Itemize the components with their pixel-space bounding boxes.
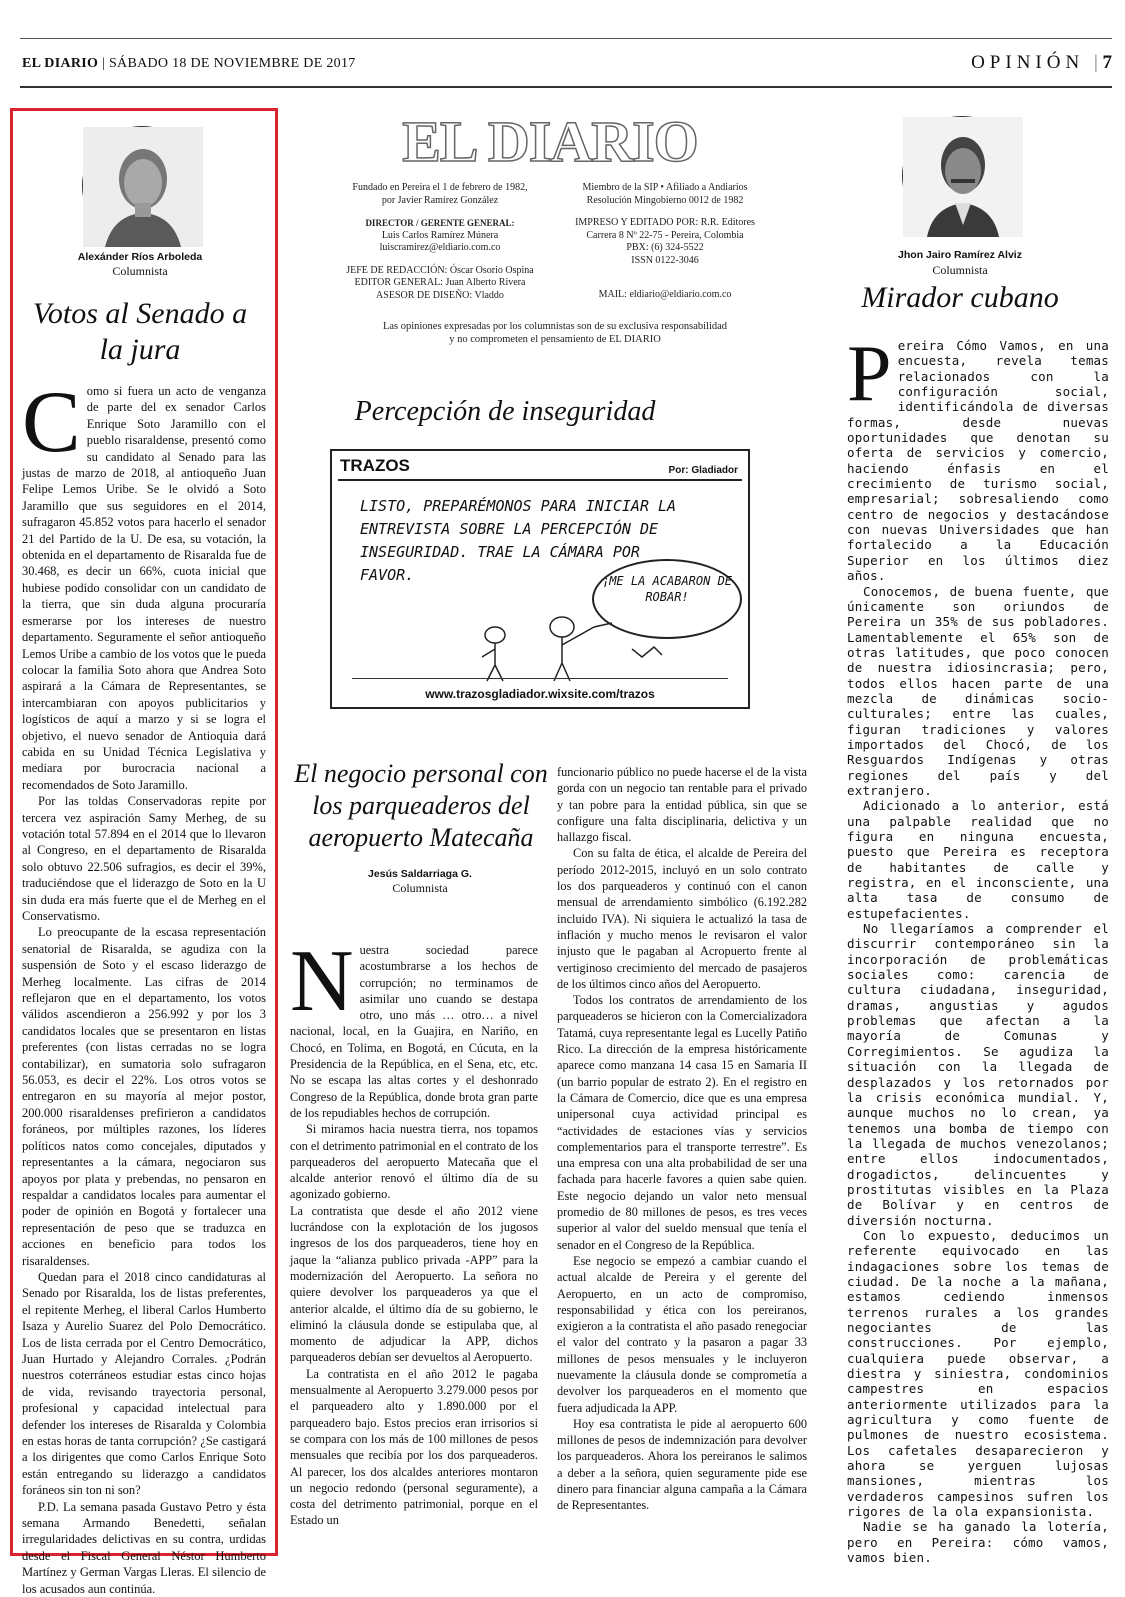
- paragraph: Conocemos, de buena fuente, que únicamente son oriundos de Pereira un 35% de sus pobladores. Lamentablemente el 65% son de otras latitudes, que poco conocen de nuestra idiosincrasia; pero, todos ellos hacen parte de una mezcla de dinámicas socio-culturales; entre las cuales, figuran tradiciones y valores importados del Chocó, de los Resguardos Indígenas y otras regiones del país y del extranjero.: [847, 583, 1109, 798]
- cartoon-figures: [332, 451, 752, 711]
- paragraph: P.D. La semana pasada Gustavo Petro y ésta semana Armando Benedetti, señalan irregularidades delictivas en su contra, urdidas desde el Fiscal General Néstor Humberto Martínez y German Vargas Lleras. El silencio de los acusados aun continúa.: [22, 1499, 266, 1596]
- header-right: [971, 52, 1112, 74]
- paragraph: Con lo expuesto, deducimos un referente equivocado en las indagaciones sobre los temas de ciudad. De la noche a la mañana, estamos cediendo inmensos terrenos rurales a los grandes negociantes de las construcciones. Por ejemplo, cualquiera puede observar, a diestra y siniestra, condominios campestres en espacios anteriormente utilizados para la agricultura y como fuente de pulmones de nuestro ecosistema. Los cafetales desaparecieron y ahora se yerguen lujosas mansiones, mientras los verdaderos campesinos sufren los rigores de la ola expansionista.: [847, 1227, 1109, 1520]
- page-number: 7: [1102, 52, 1112, 73]
- disclaimer-line-1: Las opiniones expresadas por los columnistas son de su exclusiva responsabilidad: [382, 321, 728, 332]
- author-name-right: Jhon Jairo Ramírez Alviz: [898, 249, 1022, 261]
- author-role-center: Columnista: [392, 881, 448, 895]
- strip-speech: LISTO, PREPARÉMONOS PARA INICIAR LA ENTREVISTA SOBRE LA PERCEPCIÓN DE INSEGURIDAD. TRAE LA CÁMARA POR FAVOR.: [360, 497, 677, 584]
- paragraph: La contratista en el año 2012 le pagaba mensualmente al Aeropuerto 3.279.000 pesos por el parqueadero alto y 1.890.000 por el parqueadero bajo. Estos precios eran irrisorios si se compara con los más de 100 millones de pesos mensuales que recibía por los dos parqueaderos. Al parecer, los dos alcaldes anteriores montaron un negocio redondo (personal seguramente), a costa del detrimento patrimonial, porque en el Estado un: [290, 1366, 538, 1528]
- paragraph: Lo preocupante de la escasa representación senatorial de Risaralda, se agudiza con la suspensión de Soto y el escaso liderazgo de Merheg localmente. Las cifras de 2014 reflejaron que en el departamento, los votos válidos ascendieron a 256.992 y por los 3 candidatos locales que se presentaron en listas preferentes (con listas cerradas no se logra contabilizar), en sumatoria solo sufragaron 56.053, es decir el 22%. Los otros votos se entregaron en su mayoría al mejor postor, 200.000 risaraldenses prefirieron a candidatos foráneos, por múltiples razones, los líderes políticos natos como concejales, diputados y representantes a la cámara, negociaron sus apoyos por plata y prebendas, no pensaron en respaldar a candidatos locales para aumentar el poder de opinión en Bogotá y fortalecer una representación de peso que se traduzca en acciones en beneficio para todos los risaraldenses.: [22, 925, 266, 1268]
- issn: ISSN 0122-3046: [631, 254, 699, 266]
- section-name: OPINIÓN: [971, 52, 1085, 73]
- mail-address[interactable]: MAIL: eldiario@eldiario.com.co: [598, 289, 732, 300]
- paragraph: Con su falta de ética, el alcalde de Pereira del período 2012-2015, incluyó en un solo contrato los dos parqueaderos y continuó con el canon mensual de arrendamiento simbólico (6.192.282 incluido IVA). Ni siquiera le actualizó la tasa de inflación y mucho menos le revisaron el valor injusto que le pagaban al Acropuerto frente al vertiginoso crecimiento del mercado de pasajeros de los últimos cinco años del Aeropuerto.: [557, 846, 807, 991]
- disclaimer-line-2: y no comprometen el pensamiento de EL DIARIO: [449, 333, 661, 345]
- strip-url[interactable]: www.trazosgladiador.wixsite.com/trazos: [425, 687, 655, 701]
- author-portrait-right: [902, 116, 1022, 236]
- header-separator: |: [102, 56, 109, 71]
- paragraph: Hoy esa contratista le pide al aeropuerto 600 millones de pesos de indemnización para devolver los parqueaderos. Ahora los pereiranos le salimos a deber a la señora, quien seguramente pide ese dinero para financiar alguna campaña a la Cámara de Representantes.: [557, 1416, 807, 1513]
- jefe-redaccion: JEFE DE REDACCIÓN: Óscar Osorio Ospina: [346, 264, 534, 276]
- paragraph: Pereira Cómo Vamos, en una encuesta, revela temas relacionados con la configuración social, identificándola de diversas formas, desde nuevas oportunidades que denotan su oferta de servicios y comercio, haciendo énfasis en el crecimiento de turismo social, empresarial; sobresaliendo como centro de negocios y destacándose con nuevas Universidades que han fortalecido a la Educación Superior en los últimos diez años.: [847, 330, 1109, 584]
- paragraph: funcionario público no puede hacerse el de la vista gorda con un negocio tan rentable para el privado y tan pobre para la entidad pública, sin que se configure una falta disciplinaria, delictiva y un hallazgo fiscal.: [557, 765, 807, 845]
- header-rule: [20, 86, 1112, 88]
- cartoon-title: Percepción de inseguridad: [354, 396, 656, 427]
- disclaimer: [350, 321, 760, 346]
- address: Carrera 8 Nº 22-75 - Pereira, Colombia: [586, 229, 744, 241]
- masthead-info-right: [560, 182, 770, 302]
- cartoon-strip: [330, 449, 750, 709]
- editor-general: EDITOR GENERAL: Juan Alberto Rivera: [354, 277, 526, 288]
- paragraph: No llegaríamos a comprender el discurrir contemporáneo sin la incorporación de problemáticas sociales como: carencia de cultura ciudadana, inseguridad, dramas, angustias y agudos problemas que afectan a la mayoría de Comunas y Corregimientos. Se agudiza la situación con la llegada de desplazados y los retornados por la crisis económica mundial. Y, aunque muchos no lo crean, ya tenemos una bomba de tiempo con la llegada de muchos venezolanos; entre ellos indocumentados, drogadictos, delincuentes y prostitutas visibles en la Plaza de Bolívar y en centros de diversión nocturna.: [847, 921, 1109, 1228]
- speech-bubble: ¡ME LA ACABARON DE ROBAR!: [592, 559, 742, 639]
- paragraph: La contratista que desde el año 2012 viene lucrándose con la explotación de los jugosos ingresos de los dos parqueaderos, tiene hoy en jaque la “alianza publico privada -APP” para la modernización del Aeropuerto. La señora no quiere devolver los parqueaderos ya que el anterior alcalde, el último día de su gobierno, le eliminó la cláusula donde se estipulaba que, al momento de adjudicar la APP, dichos parqueaderos debían ser devueltos al Aeropuerto.: [290, 1203, 538, 1365]
- author-role-left: Columnista: [112, 264, 168, 278]
- portrait-photo-right: [903, 117, 1023, 237]
- impreso-label: IMPRESO Y EDITADO POR: R.R. Editores: [575, 217, 755, 228]
- column-body-right: [847, 330, 1109, 1566]
- strip-ground: [352, 678, 728, 679]
- strip-name: TRAZOS: [340, 456, 410, 475]
- column-body-left: [22, 374, 266, 1596]
- pbx: PBX: (6) 324-5522: [626, 242, 704, 253]
- issue-date: SÁBADO 18 DE NOVIEMBRE DE 2017: [108, 56, 356, 71]
- paragraph: Si miramos hacia nuestra tierra, nos topamos con el detrimento patrimonial en el contrato de los parqueaderos del aeropuerto Matecaña que el alcalde anterior renovó el último día de su agonizado gobierno.: [290, 1122, 538, 1202]
- paragraph: Quedan para el 2018 cinco candidaturas al Senado por Risaralda, los de listas preferentes, el repitente Merheg, el liberal Carlos Humberto Isaza y Aurelio Suarez del Polo Democrático. Los de lista cerrada por el Centro Democrático, Juan Hurtado y Alejandro Corrales. ¿Podrán nuestros coterráneos estudiar estas cinco hojas de vida, revisando trayectoria personal, profesional y capacidad intelectual para defender los intereses de Risaralda y Colombia en estas horas de tanta corrupción? ¿Se castigará a los dirigentes que como Carlos Enrique Soto están entregando su liderazgo a candidatos foráneos sin ton ni son?: [22, 1269, 266, 1498]
- article-title-center: El negocio personal con los parqueaderos del aeropuerto Matecaña: [294, 759, 548, 852]
- paragraph: Como si fuera un acto de venganza de parte del ex senador Carlos Enrique Soto Jaramillo con el pueblo risaraldense, presentó como su candidato al Senado para las justas de marzo de 2018, al antioqueño Juan Felipe Lemos Uribe. Se le olvidó a Soto Jaramillo que sus seguidores en el 2014, sufragaron 45.852 votos para hacerlo el senador 21 del Partido de la U. De esa, su votación, la obtenida en el departamento de Risaralda fue de 30.468, es decir un 66%, cuota inicial que hubiese podido consolidar con un candidato de la tierra, que sin duda alguna procuraría esmerarse por los intereses de nuestro departamento. Seguramente el señor antioqueño Lemos Uribe a cambio de los votos que le pueda colocar la familia Soto ahora que Andrea Soto aspirará a la Cámara de Representantes, se intercambiaran con apoyos publicitarios y logísticos de aquí a marzo y si se logra el objetivo, el nuevo senador de Antioquia dará cabida en su Unidad Técnica Legislativa y mediara por burocracia nacional a recomendados de Soto Jaramillo.: [22, 374, 266, 792]
- resolution-line: Resolución Mingobierno 0012 de 1982: [586, 194, 744, 206]
- author-name-center: Jesús Saldarriaga G.: [368, 868, 472, 880]
- portrait-photo-left: [83, 127, 203, 247]
- strip-byline: Por: Gladiador: [668, 465, 738, 476]
- author-portrait-left: [82, 126, 202, 246]
- director-name: Luis Carlos Ramírez Múnera: [381, 229, 499, 241]
- founded-line: Fundado en Pereira el 1 de febrero de 1982,: [352, 182, 528, 193]
- drop-cap: N: [290, 933, 354, 1030]
- founded-by: por Javier Ramírez González: [381, 194, 499, 206]
- header-left: [22, 56, 356, 72]
- masthead-logo: EL DIARIO: [402, 109, 698, 174]
- drop-cap: C: [22, 374, 81, 471]
- header-separator-right: |: [1093, 52, 1103, 73]
- article-body-col1: [290, 933, 538, 1554]
- paragraph: Todos los contratos de arrendamiento de los parqueaderos se hicieron con la Comercializadora Tatamá, cuya representante legal es Lucelly Patiño Rico. La dirección de la empresa históricamente aparece como manzana 14 casa 15 en Samaria II (un barrio popular de estrato 2). En el registro en la Cámara de Comercio, dice que es una empresa unipersonal cuya actividad principal es “actividades de estaciones vías y servicios complementarios para el transporte terrestre”. Es una empresa con una alta probabilidad de ser una fachada para hacerle favores a quien sabe quien. Este negocio dejando un valor neto mensual promedio de 80 millones de pesos, es tres veces superior al valor del sueldo mensual que tenía el senador en el Congreso de la República.: [557, 993, 807, 1252]
- paper-name: EL DIARIO: [22, 56, 99, 71]
- author-name-left: Alexánder Ríos Arboleda: [77, 251, 203, 263]
- paragraph: Nadie se ha ganado la lotería, pero en Pereira: cómo vamos, vamos bien.: [847, 1519, 1109, 1566]
- director-email[interactable]: luiscramirez@eldiario.com.co: [379, 242, 501, 253]
- member-line: Miembro de la SIP • Afiliado a Andiarios: [582, 182, 748, 193]
- director-label: DIRECTOR / GERENTE GENERAL:: [365, 218, 515, 228]
- article-body-col2: [557, 764, 807, 1554]
- paragraph: Ese negocio se empezó a cambiar cuando el actual alcalde de Pereira y el gerente del Aeropuerto, en un acto de compromiso, responsabilidad y ética con los pereiranos, exigieron a la contratista el año pasado renegociar el valor del contrato y la pasaron a pagar 33 millones de pesos mensuales y le incluyeron nuevamente la cláusula donde se comprometía a devolver los parqueaderos en el momento que fuera adjudicada la APP.: [557, 1253, 807, 1415]
- column-title-right: Mirador cubano: [861, 281, 1059, 314]
- top-rule: [20, 38, 1112, 39]
- page-header: [22, 52, 1112, 82]
- asesor-diseno: ASESOR DE DISEÑO: Vladdo: [376, 289, 504, 301]
- masthead-info-left: [340, 182, 540, 302]
- author-role-right: Columnista: [932, 263, 988, 277]
- column-title-left: Votos al Senado a la jura: [32, 297, 248, 366]
- paragraph: Adicionado a lo anterior, está una palpable realidad que no figura en ninguna encuesta, puesto que Pereira es receptora de habitantes de calle y registra, en el inconsciente, una alta tasa de consumo de estupefacientes.: [847, 798, 1109, 921]
- paragraph: Por las toldas Conservadoras repite por tercera vez aspiración Samy Merheg, de su votación total 57.894 en el 2014 que lo llevaron al Congreso, en el departamento de Risaralda solo obtuvo 22.506 sufragios, es decir el 39%, traduciéndose que el liderazgo de Soto en la U sin duda era más fuerte que el de Merheg en el Conservatismo.: [22, 794, 266, 923]
- paragraph: Nuestra sociedad parece acostumbrarse a los hechos de corrupción; no terminamos de asimilar uno cuando se destapa otro, uno más … otro… a nivel nacional, local, en la Guajira, en Nariño, en Chocó, en Tolima, en Bogotá, en Cúcuta, en la Presidencia de la República, en el Sena, etc, etc. No se escapa las altas cortes y el deshonrado Congreso de la República, donde brota gran parte de los repudiables hechos de corrupción.: [290, 933, 538, 1120]
- drop-cap: P: [847, 330, 892, 418]
